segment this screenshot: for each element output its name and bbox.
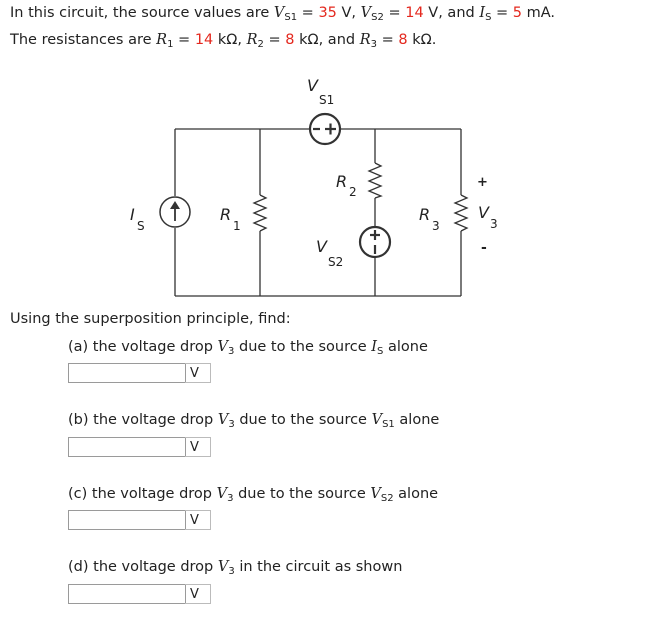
intro-text: In this circuit, the source values are [10,5,274,21]
question-a [68,339,428,357]
label-r2-sub: 2 [349,185,357,199]
r3-symbol: R [359,32,371,48]
equals: = [383,5,406,21]
r1-unit: kΩ, [213,32,247,48]
v3-subscript: 3 [228,566,235,577]
unit-label-b: V [185,437,211,457]
question-text: alone [394,412,440,428]
is-symbol: I [479,5,486,21]
r1-subscript: 1 [167,39,174,50]
equals: = [263,32,286,48]
r3-resistor-icon [455,195,467,231]
answer-input-b[interactable] [68,437,186,457]
question-b [68,412,439,430]
r2-unit: kΩ, and [294,32,360,48]
question-c [68,486,438,504]
answer-input-d[interactable] [68,584,186,604]
label-is-sub: S [137,219,145,233]
source-subscript: S [377,346,384,357]
answer-row-c [68,509,211,531]
is-subscript: S [485,12,492,23]
v3-symbol: V [217,412,229,428]
question-text: alone [393,486,439,502]
vs1-symbol: V [273,5,285,21]
unit-label-c: V [185,510,211,530]
question-text: in the circuit as shown [234,559,403,575]
equals: = [173,32,195,48]
vs1-unit: V, [336,5,361,21]
r2-symbol: R [246,32,258,48]
question-text: (b) the voltage drop [68,412,218,428]
unit-label-d: V [185,584,211,604]
label-r1: R [220,205,232,224]
label-v3-minus: - [481,240,487,256]
intro-line-2 [10,32,436,50]
answer-row-b [68,436,211,458]
v3-symbol: V [217,559,229,575]
label-v3: V [478,203,489,222]
equals: = [491,5,513,21]
question-text: alone [383,339,428,355]
r2-value: 8 [285,32,295,48]
label-vs2: V [316,237,327,256]
unit-label-a: V [185,363,211,383]
source-symbol: V [371,412,383,428]
label-r1-sub: 1 [233,219,241,233]
answer-input-c[interactable] [68,510,186,530]
label-v3-plus: + [477,175,488,190]
r2-resistor-icon [369,163,381,198]
vs1-value: 35 [318,5,337,21]
vs2-symbol: V [360,5,372,21]
equals: = [297,5,319,21]
r1-value: 14 [194,32,214,48]
r1-resistor-icon [254,195,266,231]
label-r3-sub: 3 [432,219,440,233]
source-subscript: S2 [380,493,394,504]
vs2-subscript: S2 [371,12,384,23]
question-text: (c) the voltage drop [68,486,217,502]
question-text: due to the source [234,412,372,428]
circuit-diagram [0,68,672,308]
v3-subscript: 3 [228,346,235,357]
label-vs1-sub: S1 [319,93,335,107]
source-subscript: S1 [382,419,395,430]
source-symbol: V [370,486,381,502]
is-unit: mA. [522,5,556,21]
label-vs2-sub: S2 [328,255,344,269]
answer-input-a[interactable] [68,363,186,383]
label-v3-sub: 3 [490,217,498,231]
equals: = [377,32,399,48]
answer-row-a [68,362,211,384]
label-is: I [130,205,135,224]
question-text: (d) the voltage drop [68,559,218,575]
r3-unit: kΩ. [407,32,437,48]
vs2-unit: V, and [423,5,480,21]
question-text: (a) the voltage drop [68,339,218,355]
source-symbol: I [371,339,377,355]
v3-symbol: V [217,339,229,355]
r2-subscript: 2 [257,39,264,50]
v3-subscript: 3 [228,419,235,430]
label-r2: R [336,172,348,191]
label-vs1: V [307,76,318,95]
vs2-value: 14 [405,5,424,21]
v3-symbol: V [216,486,228,502]
r3-subscript: 3 [370,39,377,50]
prompt-text: Using the superposition principle, find: [10,311,291,327]
intro-line-1 [10,5,555,23]
question-text: due to the source [234,339,372,355]
v3-subscript: 3 [227,493,234,504]
r3-value: 8 [398,32,408,48]
r1-symbol: R [156,32,168,48]
vs1-subscript: S1 [284,12,298,23]
answer-row-d [68,583,211,605]
label-r3: R [419,205,431,224]
question-d [68,559,402,577]
is-value: 5 [512,5,523,21]
question-text: due to the source [233,486,371,502]
intro-text: The resistances are [10,32,157,48]
